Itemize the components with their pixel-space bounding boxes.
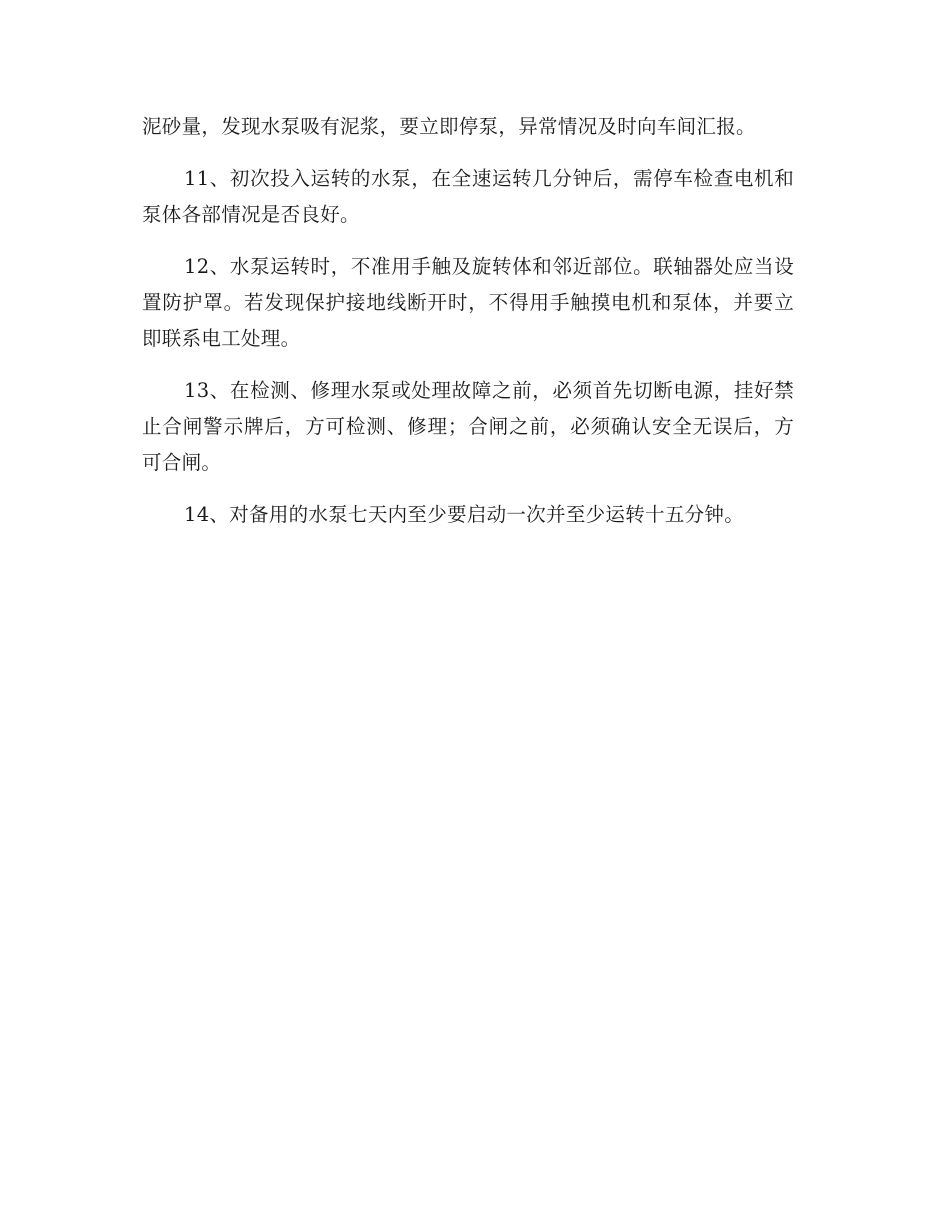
document-body: [142, 109, 794, 549]
paragraph-item-14: 14、对备用的水泵七天内至少要启动一次并至少运转十五分钟。: [184, 503, 745, 526]
paragraph-continuation: 泥砂量，发现水泵吸有泥浆，要立即停泵，异常情况及时向车间汇报。: [142, 115, 756, 138]
paragraph-item-12: 12、水泵运转时，不准用手触及旋转体和邻近部位。联轴器处应当设置防护罩。若发现保护接地线断开时，不得用手触摸电机和泵体，并要立即联系电工处理。: [142, 255, 794, 350]
paragraph-item-11: 11、初次投入运转的水泵，在全速运转几分钟后，需停车检查电机和泵体各部情况是否良好。: [142, 167, 794, 226]
paragraph-item-13: 13、在检测、修理水泵或处理故障之前，必须首先切断电源，挂好禁止合闸警示牌后，方可检测、修理；合闸之前，必须确认安全无误后，方可合闸。: [142, 379, 794, 474]
